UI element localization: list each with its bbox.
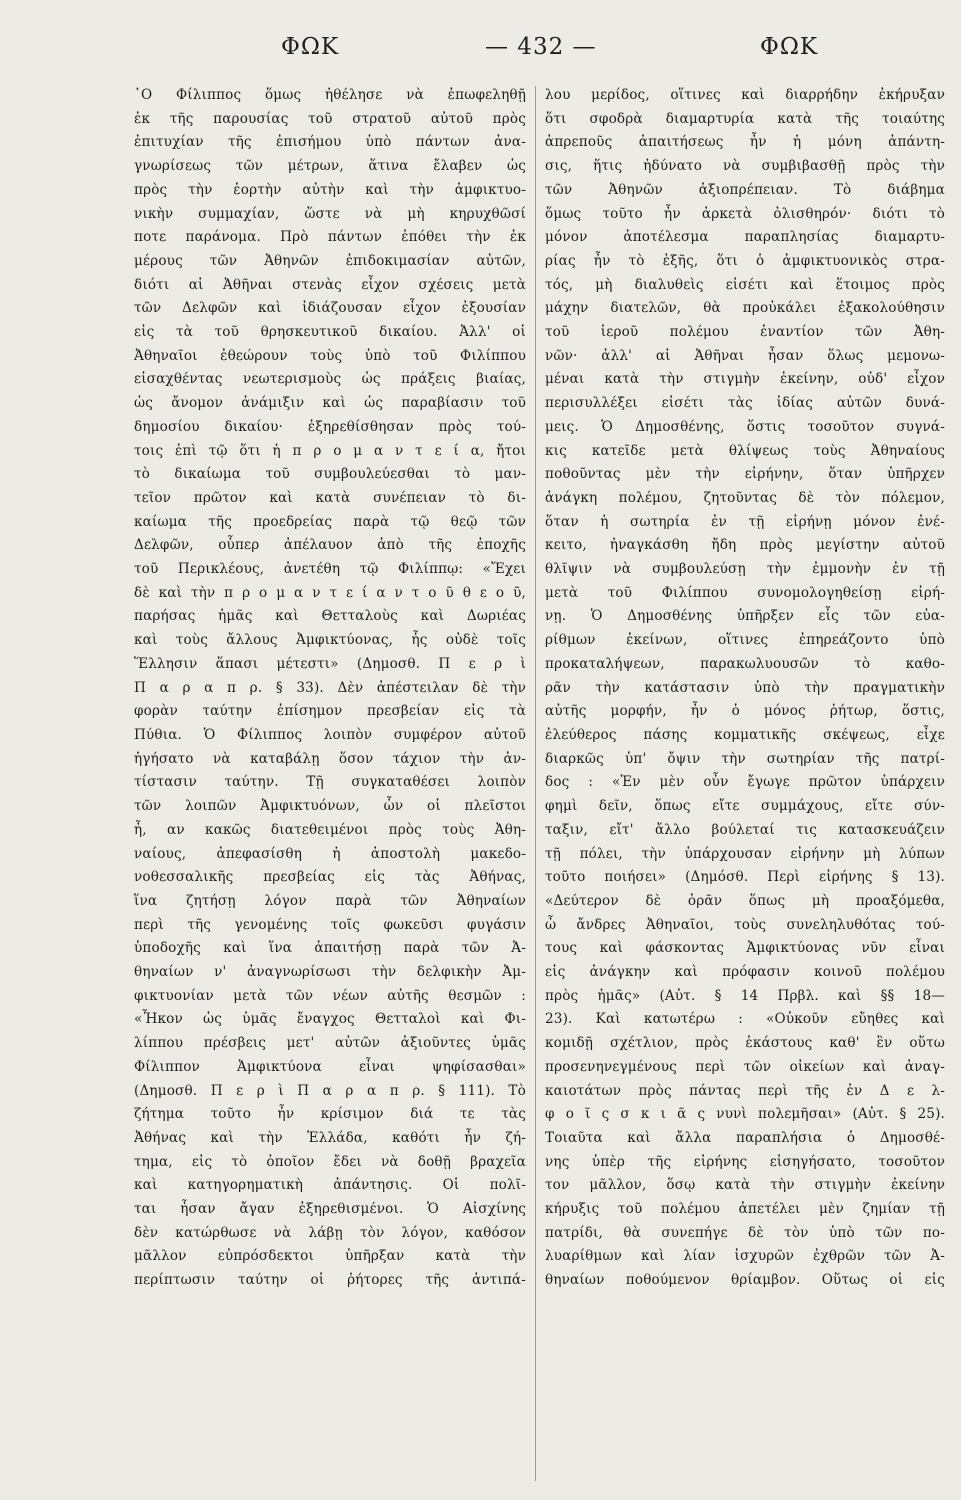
text-line: μάχην διατελῶν, θὰ προὐκάλει ἐξακολούθησιν xyxy=(545,300,945,317)
text-line: νοθεσσαλικῆς πρεσβείας εἰς τὰς Ἀθήνας, xyxy=(134,869,526,886)
text-line: προκαταλήψεων, παρακωλυουσῶν τὸ καθο- xyxy=(545,655,945,672)
text-line: τεῖον πρῶτον καὶ κατὰ συνέπειαν τὸ δι- xyxy=(134,489,526,506)
right-column xyxy=(545,84,945,1484)
text-line: ποθοῦντας μὲν τὴν εἰρήνην, ὅταν ὑπῆρχεν xyxy=(545,466,945,483)
text-line: ταξιν, εἴτ' ἄλλο βούλεταί τις κατασκευάζειν xyxy=(545,821,945,838)
text-line: «Ἧκον ὡς ὑμᾶς ἔναγχος Θετταλοὶ καὶ Φι- xyxy=(134,1011,526,1028)
text-line: «Δεύτερον δὲ ὁρᾶν ὅπως μὴ προαξόμεθα, xyxy=(545,892,945,909)
text-line: λίππου πρέσβεις μετ' αὐτῶν ἀξιοῦντες ὑμᾶς xyxy=(134,1035,526,1052)
text-line: περίπτωσιν ταύτην οἱ ῥήτορες τῆς ἀντιπά- xyxy=(134,1272,526,1289)
text-line: ἐπιτυχίαν τῆς ἐπισήμου ὑπὸ πάντων ἀνα- xyxy=(134,134,526,151)
text-line: Φίλιππον Ἀμφικτύονα εἶναι ψηφίσασθαι» xyxy=(134,1058,526,1075)
text-line: ὅμως τοῦτο ἦν ἀρκετὰ ὀλισθηρόν· διότι τὸ xyxy=(545,205,945,222)
text-line: ἦ, αν κακῶς διατεθειμένοι πρὸς τοὺς Ἀθη- xyxy=(134,821,526,838)
text-line: κις κατεῖδε μετὰ θλίψεως τοὺς Ἀθηναίους xyxy=(545,442,945,459)
text-line: ἐκ τῆς παρουσίας τοῦ στρατοῦ αὐτοῦ πρὸς xyxy=(134,110,526,127)
header-left-keyword: ΦΩΚ xyxy=(281,34,340,60)
text-line: Πύθια. Ὁ Φίλιππος λοιπὸν συμφέρον αὐτοῦ xyxy=(134,726,526,743)
text-line: διότι αἱ Ἀθῆναι στενὰς εἶχον σχέσεις μετὰ xyxy=(134,276,526,293)
text-line: ζήτημα τοῦτο ἦν κρίσιμον διά τε τὰς xyxy=(134,1106,526,1123)
text-line: καὶ τοὺς ἄλλους Ἀμφικτύονας, ἧς οὐδὲ τοῖς xyxy=(134,632,526,649)
header-right-keyword: ΦΩΚ xyxy=(760,34,819,60)
text-line: γνωρίσεως τῶν μέτρων, ἅτινα ἔλαβεν ὡς xyxy=(134,158,526,175)
text-line: ποτε παράνομα. Πρὸ πάντων ἐπόθει τὴν ἐκ xyxy=(134,229,526,246)
text-line: ὦ ἄνδρες Ἀθηναῖοι, τοὺς συνεληλυθότας τού- xyxy=(545,916,945,933)
text-line: εἰς ἀνάγκην καὶ πρόφασιν κοινοῦ πολέμου xyxy=(545,964,945,981)
text-line: καὶ κατηγορηματικὴ ἀπάντησις. Οἱ πολῖ- xyxy=(134,1177,526,1194)
text-line: τῇ πόλει, τὴν ὑπάρχουσαν εἰρήνην μὴ λύπων xyxy=(545,845,945,862)
text-line: ναίους, ἀπεφασίσθη ἡ ἀποστολὴ μακεδο- xyxy=(134,845,526,862)
text-line: μόνον ἀποτέλεσμα παραπλησίας διαμαρτυ- xyxy=(545,229,945,246)
text-line: τός, μὴ διαλυθεὶς εἰσέτι καὶ ἕτοιμος πρὸς xyxy=(545,276,945,293)
text-line: ὡς ἄνομον ἀνάμιξιν καὶ ὡς παραβίασιν τοῦ xyxy=(134,395,526,412)
text-line: Ἀθήνας καὶ τὴν Ἑλλάδα, καθότι ἦν ζή- xyxy=(134,1129,526,1146)
text-line: πρὸς τὴν ἑορτὴν αὐτὴν καὶ τὴν ἀμφικτυο- xyxy=(134,181,526,198)
text-line: νῃ. Ὁ Δημοσθένης ὑπῆρξεν εἷς τῶν εὐα- xyxy=(545,608,945,625)
text-line: θηναίων ν' ἀναγνωρίσωσι τὴν δελφικὴν Ἀμ- xyxy=(134,964,526,981)
text-line: τους καὶ φάσκοντας Ἀμφικτύονας νῦν εἶναι xyxy=(545,940,945,957)
text-line: μέρους τῶν Ἀθηνῶν ἐπιδοκιμασίαν αὐτῶν, xyxy=(134,252,526,269)
text-line: Τοιαῦτα καὶ ἄλλα παραπλήσια ὁ Δημοσθέ- xyxy=(545,1129,945,1146)
text-line: 23). Καὶ κατωτέρω : «Οὐκοῦν εὔηθες καὶ xyxy=(545,1011,945,1028)
left-column xyxy=(134,84,526,1484)
text-line: ἀνάγκη πολέμου, ζητοῦντας δὲ τὸν πόλεμον, xyxy=(545,489,945,506)
text-line: καιοτάτων πρὸς πάντας περὶ τῆς ἐν Δ ε λ- xyxy=(545,1082,945,1099)
text-line: δὲν κατώρθωσε νὰ λάβῃ τὸν λόγον, καθόσον xyxy=(134,1224,526,1241)
text-line: πατρίδι, θὰ συνεπήγε δὲ τὸν ὑπὸ τῶν πο- xyxy=(545,1224,945,1241)
text-line: φορὰν ταύτην ἐπίσημον πρεσβείαν εἰς τὰ xyxy=(134,703,526,720)
text-line: δημοσίου δικαίου· ἐξηρεθίσθησαν πρὸς τού- xyxy=(134,418,526,435)
text-line: τοῦτο ποιήσει» (Δημόσθ. Περὶ εἰρήνης § 13). xyxy=(545,869,945,886)
text-line: ὅταν ἡ σωτηρία ἐν τῇ εἰρήνῃ μόνον ἐνέ- xyxy=(545,513,945,530)
text-line: ὑποδοχῆς καὶ ἵνα ἀπαιτήσῃ παρὰ τῶν Ἀ- xyxy=(134,940,526,957)
text-line: σις, ἥτις ἠδύνατο νὰ συμβιβασθῇ πρὸς τὴν xyxy=(545,158,945,175)
text-line: φημὶ δεῖν, ὅπως εἴτε συμμάχους, εἴτε σύν- xyxy=(545,798,945,815)
text-line: κομιδῇ σχέτλιον, πρὸς ἑκάστους καθ' ἓν οὕτω xyxy=(545,1035,945,1052)
text-line: ἡγήσατο νὰ καταβάλῃ ὅσον τάχιον τὴν ἀν- xyxy=(134,750,526,767)
text-line: παρήσας ἡμᾶς καὶ Θετταλοὺς καὶ Δωριέας xyxy=(134,608,526,625)
text-line: τον μᾶλλον, ὅσῳ κατὰ τὴν στιγμὴν ἐκείνην xyxy=(545,1177,945,1194)
text-line: ὅτι σφοδρὰ διαμαρτυρία κατὰ τῆς τοιαύτης xyxy=(545,110,945,127)
page-number: — 432 — xyxy=(485,34,597,60)
text-line: μετὰ τοῦ Φιλίππου συνομολογηθείσῃ εἰρή- xyxy=(545,584,945,601)
text-line: Ἕλλησιν ἅπασι μέτεστι» (Δημοσθ. Π ε ρ ὶ xyxy=(134,655,526,672)
text-line: Δελφῶν, οὗπερ ἀπέλαυον ἀπὸ τῆς ἐποχῆς xyxy=(134,537,526,554)
text-line: εἰσαχθέντας νεωτερισμοὺς ὡς πράξεις βιαίας, xyxy=(134,371,526,388)
text-line: ρίας ἦν τὸ ἑξῆς, ὅτι ὁ ἀμφικτυονικὸς στρα- xyxy=(545,252,945,269)
text-line: προσενηνεγμένους περὶ τῶν οἰκείων καὶ ἀναγ- xyxy=(545,1058,945,1075)
text-line: νῶν· ἀλλ' αἱ Ἀθῆναι ἦσαν ὅλως μεμονω- xyxy=(545,347,945,364)
text-line: αὐτῆς μορφήν, ἦν ὁ μόνος ῥήτωρ, ὅστις, xyxy=(545,703,945,720)
text-line: Ἀθηναῖοι ἐθεώρουν τοὺς ὑπὸ τοῦ Φιλίππου xyxy=(134,347,526,364)
text-line: ῾Ο Φίλιππος ὅμως ἠθέλησε νὰ ἐπωφεληθῇ xyxy=(134,87,526,103)
text-line: δὲ καὶ τὴν π ρ ο μ α ν τ ε ί α ν τ ο ῦ θ ε ο ῦ, xyxy=(134,584,526,601)
text-line: καίωμα τῆς προεδρείας παρὰ τῷ θεῷ τῶν xyxy=(134,513,526,530)
text-line: εἰς τὰ τοῦ θρησκευτικοῦ δικαίου. Ἀλλ' οἱ xyxy=(134,324,526,341)
text-line: νης ὑπὲρ τῆς εἰρήνης εἰσηγήσατο, τοσοῦτον xyxy=(545,1153,945,1170)
text-line: κειτο, ἠναγκάσθη ἤδη πρὸς μεγίστην αὐτοῦ xyxy=(545,537,945,554)
column-divider xyxy=(535,86,536,1481)
text-line: θηναίων ποθούμενον θρίαμβον. Οὕτως οἱ εἰς xyxy=(545,1272,945,1289)
text-line: νικὴν συμμαχίαν, ὥστε νὰ μὴ κηρυχθῶσί xyxy=(134,205,526,222)
text-line: κήρυξις τοῦ πολέμου ἀπετέλει μὲν ζημίαν τῇ xyxy=(545,1201,945,1218)
text-line: ται ἦσαν ἄγαν ἐξηρεθισμένοι. Ὁ Αἰσχίνης xyxy=(134,1201,526,1218)
text-line: τίστασιν ταύτην. Τῇ συγκαταθέσει λοιπὸν xyxy=(134,774,526,791)
text-line: τοις ἐπὶ τῷ ὅτι ἡ π ρ ο μ α ν τ ε ί α, ἤτοι xyxy=(134,442,526,459)
text-line: διαρκῶς ὑπ' ὄψιν τὴν σωτηρίαν τῆς πατρί- xyxy=(545,750,945,767)
text-line: ἐλεύθερος πάσης κομματικῆς σκέψεως, εἶχε xyxy=(545,726,945,743)
text-line: ρίθμων ἐκείνων, οἵτινες ἐπηρεάζοντο ὑπὸ xyxy=(545,632,945,649)
text-line: φικτυονίαν μετὰ τῶν νέων αὐτῆς θεσμῶν : xyxy=(134,987,526,1004)
text-line: τῶν λοιπῶν Ἀμφικτυόνων, ὧν οἱ πλεῖστοι xyxy=(134,798,526,815)
text-line: τῶν Δελφῶν καὶ ἰδιάζουσαν εἶχον ἐξουσίαν xyxy=(134,300,526,317)
text-line: περισυλλέξει εἰσέτι τὰς ἰδίας αὐτῶν δυνά- xyxy=(545,395,945,412)
text-line: ρᾶν τὴν κατάστασιν ὑπὸ τὴν πραγματικὴν xyxy=(545,679,945,696)
text-line: ἀπρεποῦς ἀπαιτήσεως ἦν ἡ μόνη ἀπάντη- xyxy=(545,134,945,151)
text-line: πρὸς ἡμᾶς» (Αὐτ. § 14 Πρβλ. καὶ §§ 18— xyxy=(545,987,945,1004)
text-line: τοῦ Περικλέους, ἀνετέθη τῷ Φιλίππῳ: «Ἔχει xyxy=(134,561,526,578)
text-line: φ ο ῖ ς σ κ ι ᾶ ς νυνὶ πολεμῆσαι» (Αὐτ. § 25). xyxy=(545,1106,945,1123)
text-line: τοῦ ἱεροῦ πολέμου ἐναντίον τῶν Ἀθη- xyxy=(545,324,945,341)
text-line: τὸ δικαίωμα τοῦ συμβουλεύεσθαι τὸ μαν- xyxy=(134,466,526,483)
text-line: τῶν Ἀθηνῶν ἀξιοπρέπειαν. Τὸ διάβημα xyxy=(545,181,945,198)
text-line: λου μερίδος, οἵτινες καὶ διαρρήδην ἐκήρυξαν xyxy=(545,87,945,103)
text-line: περὶ τῆς γενομένης τοῖς φωκεῦσι φυγάσιν xyxy=(134,916,526,933)
page-header xyxy=(0,34,961,74)
text-line: λυαρίθμων καὶ λίαν ἰσχυρῶν ἐχθρῶν τῶν Ἀ- xyxy=(545,1248,945,1265)
text-line: μᾶλλον εὐπρόσδεκτοι ὑπῆρξαν κατὰ τὴν xyxy=(134,1248,526,1265)
text-line: δος : «Ἐν μὲν οὖν ἔγωγε πρῶτον ὑπάρχειν xyxy=(545,774,945,791)
text-line: (Δημοσθ. Π ε ρ ὶ Π α ρ α π ρ. § 111). Τὸ xyxy=(134,1082,526,1099)
text-line: θλῖψιν νὰ συμβουλεύσῃ τὴν ἐμμονὴν ἐν τῇ xyxy=(545,561,945,578)
text-line: ἵνα ζητήσῃ λόγον παρὰ τῶν Ἀθηναίων xyxy=(134,892,526,909)
text-line: τημα, εἰς τὸ ὁποῖον ἔδει νὰ δοθῇ βραχεῖα xyxy=(134,1153,526,1170)
text-line: Π α ρ α π ρ. § 33). Δὲν ἀπέστειλαν δὲ τὴν xyxy=(134,679,526,696)
text-line: μεις. Ὁ Δημοσθένης, ὅστις τοσοῦτον συγνά- xyxy=(545,418,945,435)
text-line: μέναι κατὰ τὴν στιγμὴν ἐκείνην, οὐδ' εἶχον xyxy=(545,371,945,388)
